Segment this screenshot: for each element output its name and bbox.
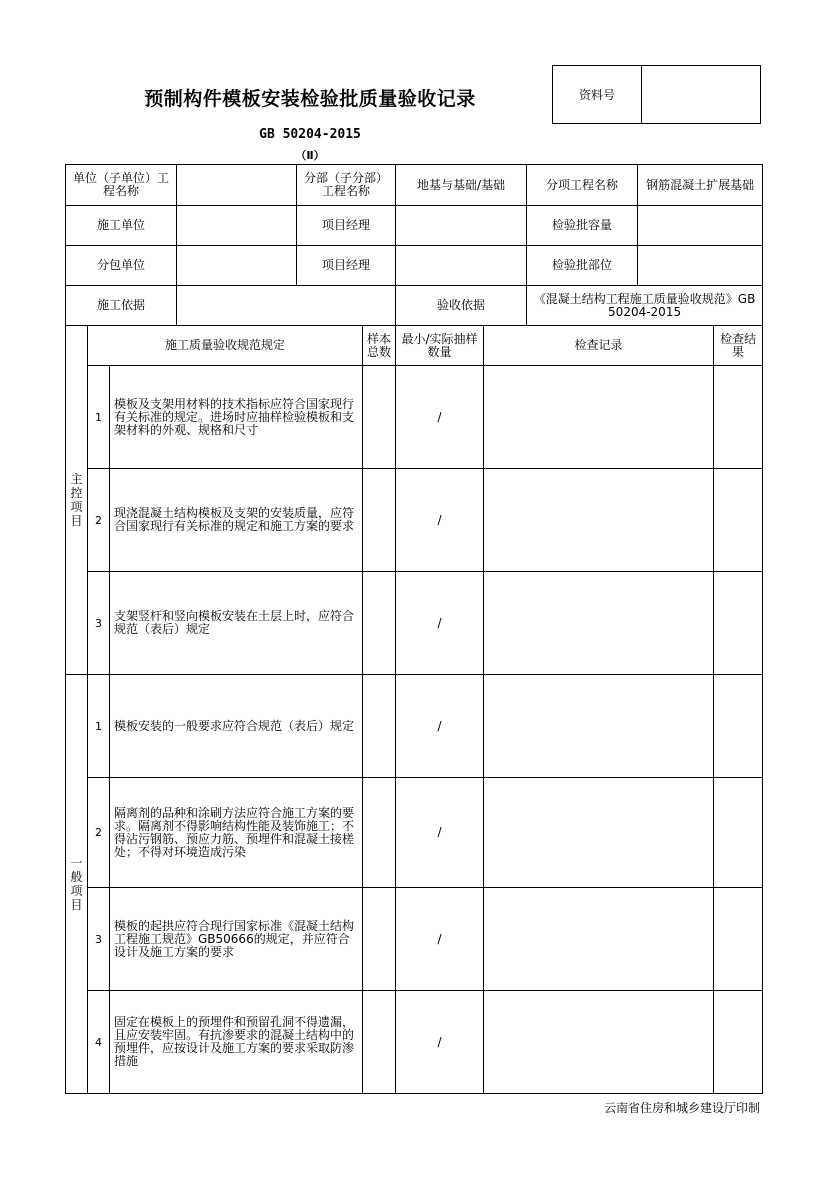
document-number-box: [552, 65, 761, 124]
division-value[interactable]: 地基与基础/基础: [396, 165, 527, 206]
general-label: 一般项目: [70, 856, 83, 912]
main-control-section: [66, 326, 88, 675]
item-requirement: 模板的起拱应符合现行国家标准《混凝土结构工程施工规范》GB50666的规定，并应符合设计及施工方案的要求: [110, 888, 363, 991]
table-row: [66, 991, 763, 1094]
min-actual-header: 最小/实际抽样数量: [396, 326, 484, 366]
result-cell[interactable]: [714, 778, 763, 888]
unit-project-value[interactable]: [177, 165, 297, 206]
division-label: 分部（子分部）工程名称: [297, 165, 396, 206]
sample-total-header: 样本总数: [363, 326, 396, 366]
construction-basis-value[interactable]: [177, 286, 396, 326]
table-row: [66, 675, 763, 778]
subcontractor-value[interactable]: [177, 246, 297, 286]
subcontractor-label: 分包单位: [66, 246, 177, 286]
table-row: [66, 888, 763, 991]
contractor-value[interactable]: [177, 206, 297, 246]
item-number: 3: [88, 888, 110, 991]
result-cell[interactable]: [714, 991, 763, 1094]
item-requirement: 隔离剂的品种和涂刷方法应符合施工方案的要求。隔离剂不得影响结构性能及装饰施工；不得沾污钢筋、预应力筋、预埋件和混凝土接槎处；不得对环境造成污染: [110, 778, 363, 888]
record-cell[interactable]: [484, 366, 714, 469]
record-cell[interactable]: [484, 572, 714, 675]
result-cell[interactable]: [714, 366, 763, 469]
min-actual-cell[interactable]: /: [396, 366, 484, 469]
item-number: 1: [88, 366, 110, 469]
spec-column-header: 施工质量验收规范规定: [88, 326, 363, 366]
project-manager-label: 项目经理: [297, 206, 396, 246]
printer-credit: 云南省住房和城乡建设厅印制: [603, 1101, 760, 1115]
min-actual-cell[interactable]: /: [396, 469, 484, 572]
subitem-label: 分项工程名称: [527, 165, 638, 206]
min-actual-cell[interactable]: /: [396, 675, 484, 778]
item-number: 2: [88, 778, 110, 888]
batch-location-value[interactable]: [638, 246, 763, 286]
min-actual-cell[interactable]: /: [396, 572, 484, 675]
item-requirement: 模板安装的一般要求应符合规范（表后）规定: [110, 675, 363, 778]
acceptance-basis-value: 《混凝土结构工程施工质量验收规范》GB50204-2015: [527, 286, 763, 326]
standard-code: GB 50204-2015: [259, 127, 361, 142]
project-manager-value[interactable]: [396, 206, 527, 246]
subitem-value[interactable]: 钢筋混凝土扩展基础: [638, 165, 763, 206]
batch-location-label: 检验批部位: [527, 246, 638, 286]
form-title: 预制构件模板安装检验批质量验收记录: [144, 88, 476, 110]
table-row: [66, 572, 763, 675]
min-actual-cell[interactable]: /: [396, 778, 484, 888]
sample-total-cell[interactable]: [363, 888, 396, 991]
record-cell[interactable]: [484, 675, 714, 778]
sample-total-cell[interactable]: [363, 675, 396, 778]
sample-total-cell[interactable]: [363, 778, 396, 888]
item-requirement: 现浇混凝土结构模板及支架的安装质量，应符合国家现行有关标准的规定和施工方案的要求: [110, 469, 363, 572]
record-cell[interactable]: [484, 469, 714, 572]
unit-project-label: 单位（子单位）工程名称: [66, 165, 177, 206]
acceptance-basis-label: 验收依据: [396, 286, 527, 326]
min-actual-cell[interactable]: /: [396, 888, 484, 991]
inspection-table: [65, 164, 763, 1094]
general-section: [66, 675, 88, 1094]
record-cell[interactable]: [484, 991, 714, 1094]
batch-capacity-label: 检验批容量: [527, 206, 638, 246]
result-cell[interactable]: [714, 888, 763, 991]
item-number: 2: [88, 469, 110, 572]
batch-capacity-value[interactable]: [638, 206, 763, 246]
sample-total-cell[interactable]: [363, 572, 396, 675]
item-number: 4: [88, 991, 110, 1094]
table-row: [66, 778, 763, 888]
document-number-field[interactable]: [642, 66, 760, 123]
result-cell[interactable]: [714, 572, 763, 675]
project-manager-2-label: 项目经理: [297, 246, 396, 286]
contractor-label: 施工单位: [66, 206, 177, 246]
min-actual-cell[interactable]: /: [396, 991, 484, 1094]
result-cell[interactable]: [714, 675, 763, 778]
record-header: 检查记录: [484, 326, 714, 366]
sample-total-cell[interactable]: [363, 366, 396, 469]
form-variant: （Ⅱ）: [295, 149, 325, 162]
table-row: [66, 366, 763, 469]
record-cell[interactable]: [484, 778, 714, 888]
sample-total-cell[interactable]: [363, 469, 396, 572]
construction-basis-label: 施工依据: [66, 286, 177, 326]
item-number: 3: [88, 572, 110, 675]
item-requirement: 模板及支架用材料的技术指标应符合国家现行有关标准的规定。进场时应抽样检验模板和支架材料的外观、规格和尺寸: [110, 366, 363, 469]
result-cell[interactable]: [714, 469, 763, 572]
table-row: [66, 469, 763, 572]
record-cell[interactable]: [484, 888, 714, 991]
sample-total-cell[interactable]: [363, 991, 396, 1094]
document-number-label: 资料号: [553, 66, 642, 123]
project-manager-2-value[interactable]: [396, 246, 527, 286]
item-requirement: 固定在模板上的预埋件和预留孔洞不得遗漏，且应安装牢固。有抗渗要求的混凝土结构中的预埋件，应按设计及施工方案的要求采取防渗措施: [110, 991, 363, 1094]
result-header: 检查结果: [714, 326, 763, 366]
item-requirement: 支架竖杆和竖向模板安装在土层上时，应符合规范（表后）规定: [110, 572, 363, 675]
item-number: 1: [88, 675, 110, 778]
main-control-label: 主控项目: [70, 472, 83, 528]
